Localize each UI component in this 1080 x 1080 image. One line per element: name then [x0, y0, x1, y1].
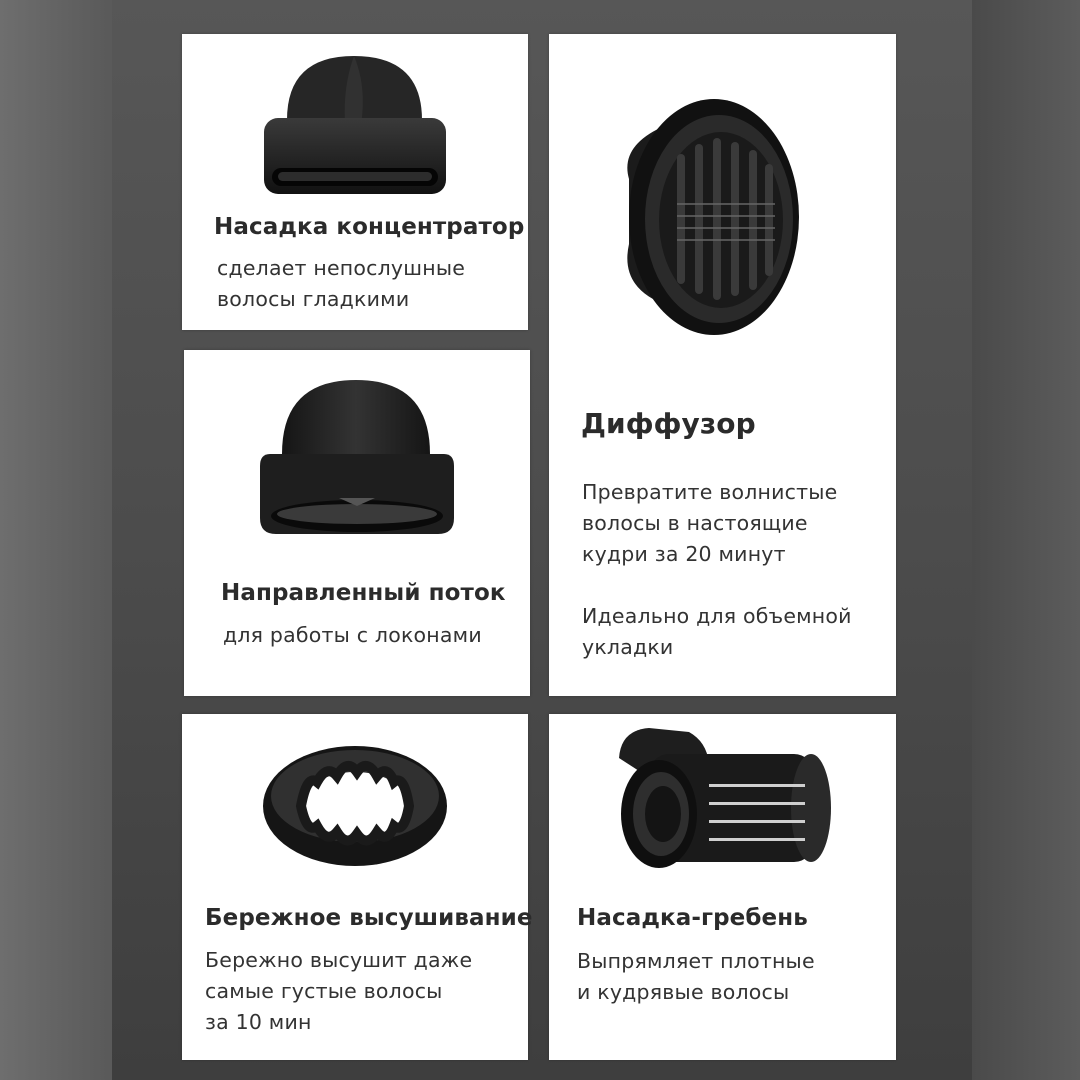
card-title: Диффузор — [581, 407, 756, 440]
card-description-2: Идеально для объемной укладки — [582, 604, 852, 659]
card-description: Превратите волнистые волосы в настоящие кудри за 20 минут — [582, 480, 838, 566]
comb-nozzle-icon — [549, 714, 896, 1060]
card-gentle-dry — [182, 714, 533, 1060]
card-concentrator — [182, 34, 528, 330]
card-description: сделает непослушные волосы гладкими — [217, 256, 466, 311]
card-title: Направленный поток — [221, 580, 506, 606]
card-diffuser — [549, 34, 896, 696]
card-description: Бережно высушит даже самые густые волосы за 10 мин — [205, 948, 473, 1034]
card-comb-nozzle — [549, 714, 896, 1060]
card-title: Насадка-гребень — [577, 905, 808, 931]
card-description: Выпрямляет плотные и кудрявые волосы — [577, 949, 815, 1004]
diffuser-icon — [549, 34, 896, 696]
card-directed-flow — [184, 350, 530, 696]
card-description: для работы с локонами — [223, 623, 482, 647]
card-title: Насадка концентратор — [214, 214, 525, 240]
card-title: Бережное высушивание — [205, 905, 533, 931]
